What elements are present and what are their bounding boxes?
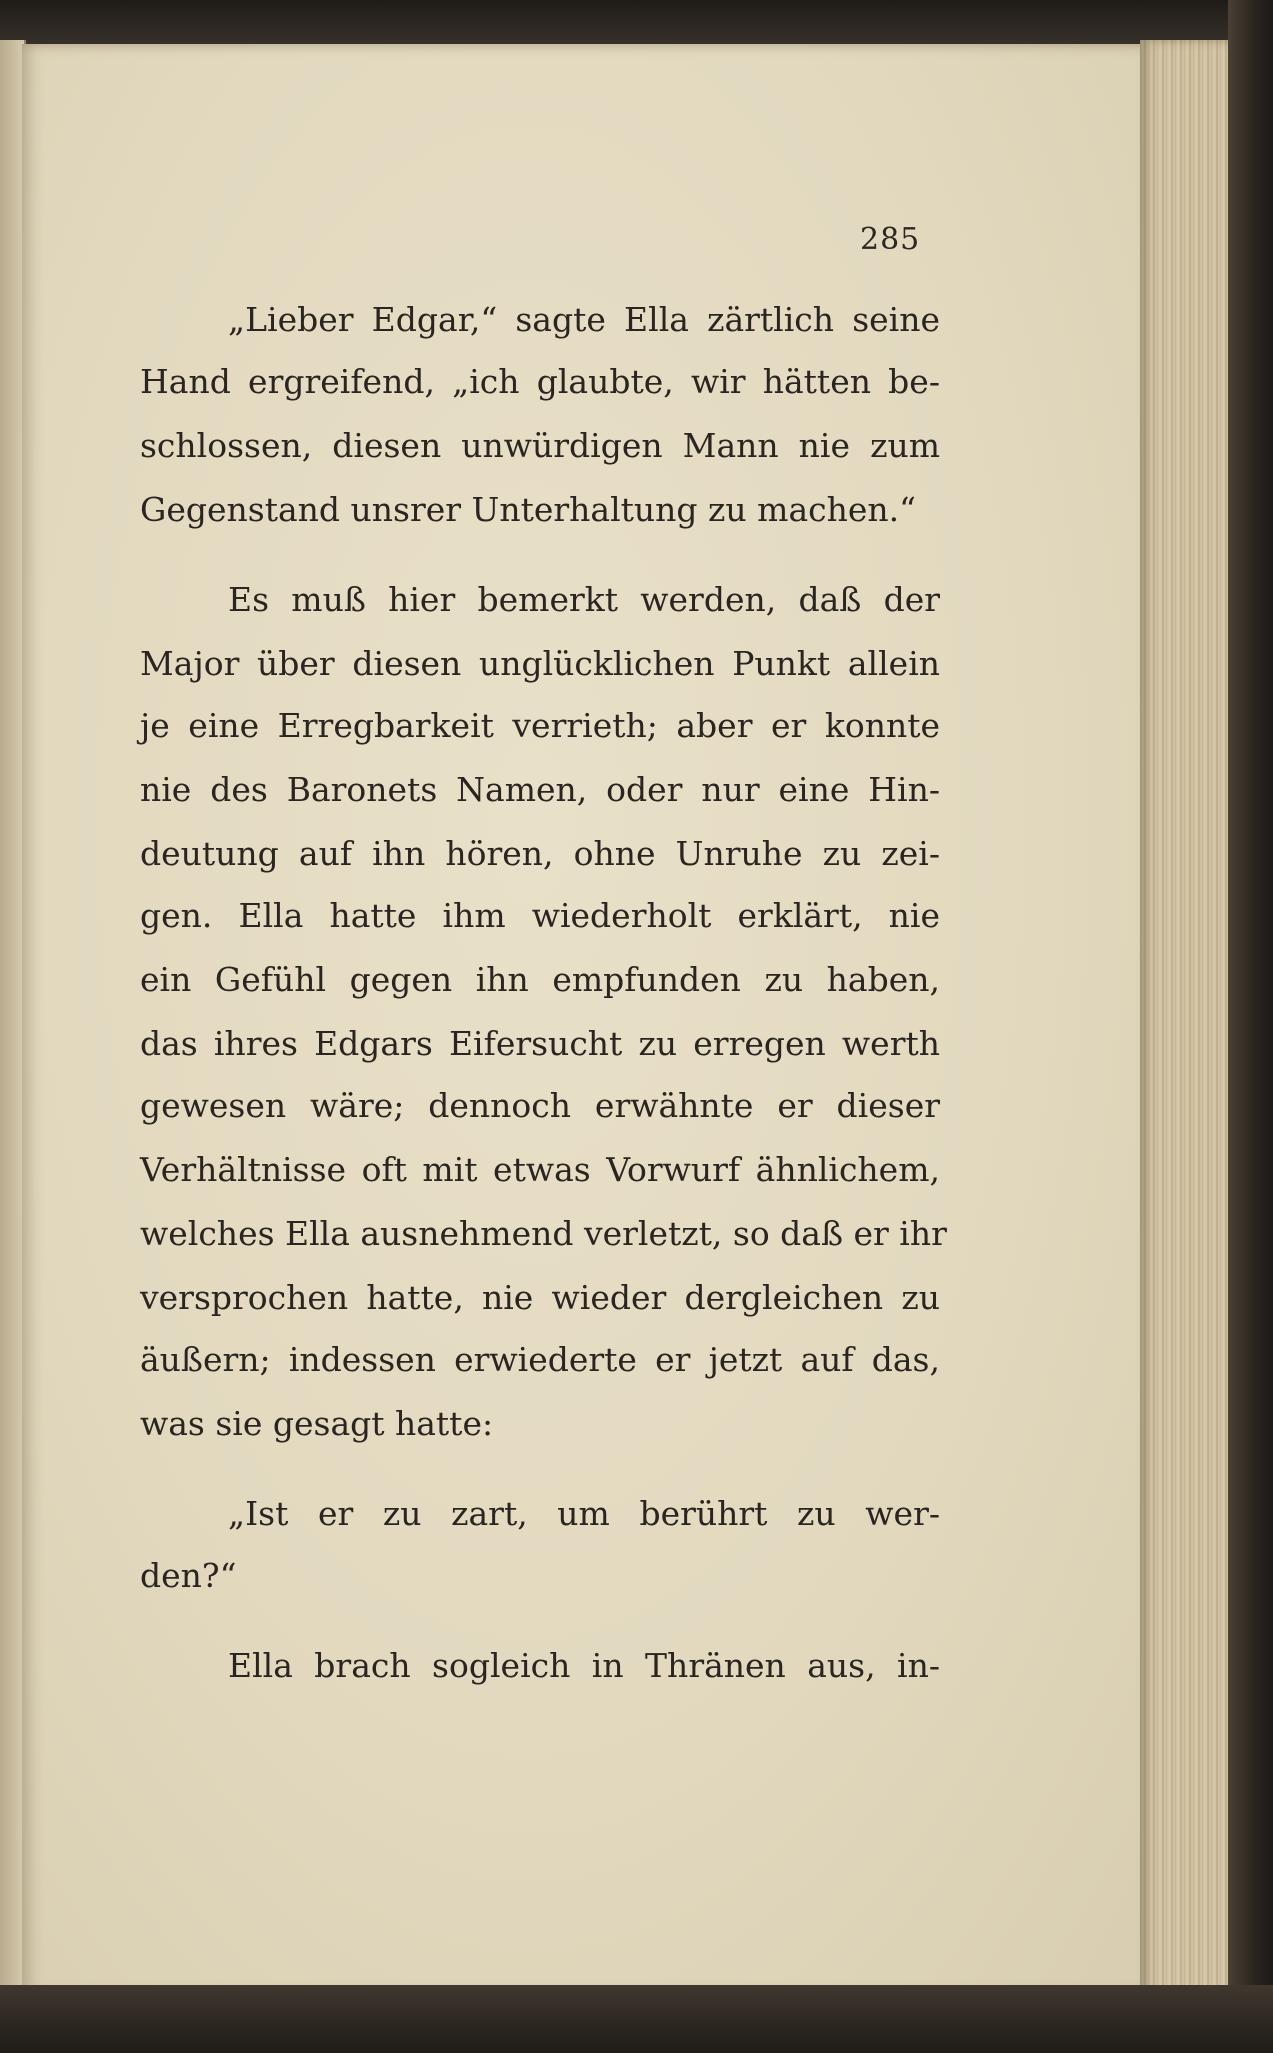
text-line: Ella brach sogleich in Thränen aus, in- — [228, 1646, 940, 1685]
text-line: Major über diesen unglücklichen Punkt allein — [140, 644, 940, 683]
book-cover-right-edge — [1228, 0, 1273, 2053]
text-line: ein Gefühl gegen ihn empfunden zu haben, — [140, 960, 940, 999]
page-stack-edges — [1140, 40, 1232, 2000]
text-line: Es muß hier bemerkt werden, daß der — [228, 580, 940, 619]
text-line: welches Ella ausnehmend verletzt, so daß er ihr — [140, 1214, 947, 1253]
page-number: 285 — [860, 222, 921, 257]
text-line: gen. Ella hatte ihm wiederholt erklärt, nie — [140, 896, 940, 935]
text-line: äußern; indessen erwiederte er jetzt auf das, — [140, 1340, 940, 1379]
book-cover-bottom-edge — [0, 1985, 1273, 2053]
text-line: das ihres Edgars Eifersucht zu erregen werth — [140, 1024, 940, 1063]
text-line: den?“ — [140, 1556, 237, 1595]
text-line: Gegenstand unsrer Unterhaltung zu machen.“ — [140, 490, 917, 529]
text-line: Hand ergreifend, „ich glaubte, wir hätten be- — [140, 362, 940, 401]
text-line: schlossen, diesen unwürdigen Mann nie zum — [140, 426, 940, 465]
text-line: deutung auf ihn hören, ohne Unruhe zu zei- — [140, 834, 940, 873]
text-line: versprochen hatte, nie wieder dergleichen zu — [140, 1278, 940, 1317]
text-line: je eine Erregbarkeit verrieth; aber er konnte — [140, 706, 940, 745]
text-line: „Ist er zu zart, um berührt zu wer- — [228, 1494, 940, 1533]
text-line: was sie gesagt hatte: — [140, 1404, 494, 1443]
text-line: gewesen wäre; dennoch erwähnte er dieser — [140, 1086, 940, 1125]
text-line: nie des Baronets Namen, oder nur eine Hin- — [140, 770, 940, 809]
text-line: Verhältnisse oft mit etwas Vorwurf ähnlichem, — [140, 1150, 940, 1189]
text-line: „Lieber Edgar,“ sagte Ella zärtlich seine — [228, 300, 940, 339]
